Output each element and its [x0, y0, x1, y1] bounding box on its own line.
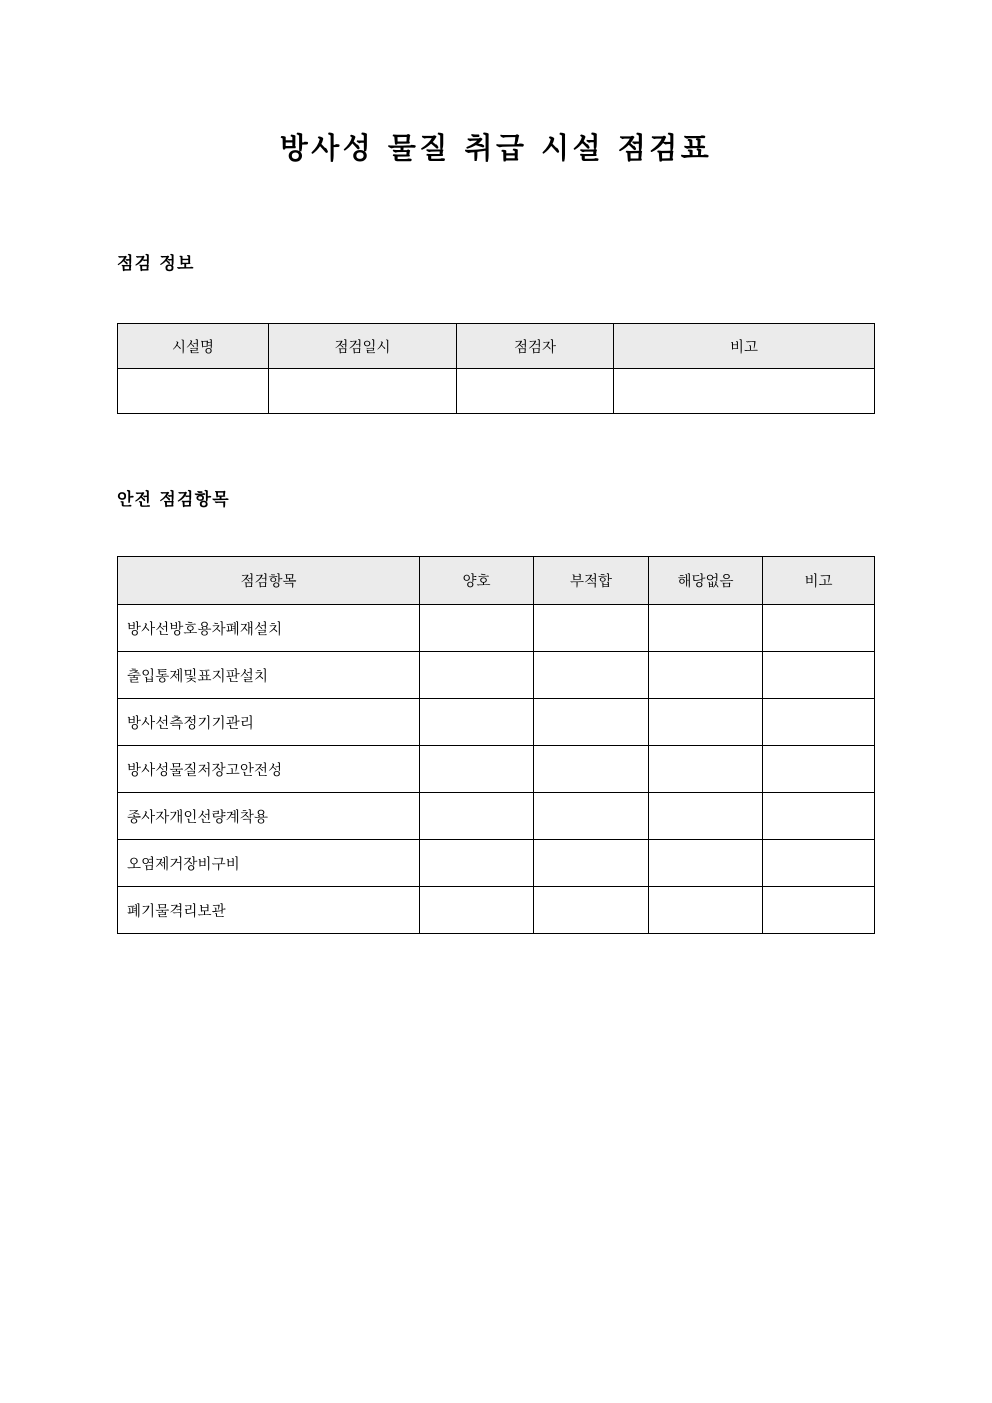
cell-good-checkbox[interactable] — [420, 652, 534, 699]
cell-good-checkbox[interactable] — [420, 793, 534, 840]
column-header-facility-name: 시설명 — [118, 324, 269, 369]
table-row — [118, 699, 875, 746]
column-header-good: 양호 — [420, 557, 534, 605]
cell-nonconforming-checkbox[interactable] — [534, 605, 649, 652]
cell-remarks[interactable] — [763, 652, 875, 699]
cell-remarks[interactable] — [763, 746, 875, 793]
column-header-nonconforming: 부적합 — [534, 557, 649, 605]
cell-inspection-datetime[interactable] — [269, 369, 457, 414]
cell-nonconforming-checkbox[interactable] — [534, 887, 649, 934]
cell-nonconforming-checkbox[interactable] — [534, 840, 649, 887]
section-heading-inspection-info: 점검 정보 — [117, 254, 195, 274]
column-header-inspection-datetime: 점검일시 — [269, 324, 457, 369]
column-header-not-applicable: 해당없음 — [649, 557, 763, 605]
cell-good-checkbox[interactable] — [420, 887, 534, 934]
column-header-check-item: 점검항목 — [118, 557, 420, 605]
cell-remarks[interactable] — [763, 699, 875, 746]
column-header-remarks: 비고 — [763, 557, 875, 605]
cell-check-item: 방사선방호용차폐재설치 — [118, 605, 420, 652]
cell-not-applicable-checkbox[interactable] — [649, 746, 763, 793]
cell-not-applicable-checkbox[interactable] — [649, 605, 763, 652]
cell-nonconforming-checkbox[interactable] — [534, 699, 649, 746]
cell-remarks[interactable] — [763, 793, 875, 840]
cell-check-item: 폐기물격리보관 — [118, 887, 420, 934]
table-row — [118, 605, 875, 652]
cell-nonconforming-checkbox[interactable] — [534, 746, 649, 793]
table-row — [118, 746, 875, 793]
cell-inspector[interactable] — [457, 369, 614, 414]
cell-remarks[interactable] — [763, 887, 875, 934]
table-row — [118, 369, 875, 414]
page-title: 방사성 물질 취급 시설 점검표 — [279, 131, 713, 165]
cell-not-applicable-checkbox[interactable] — [649, 793, 763, 840]
table-header-row — [118, 324, 875, 369]
table-header-row — [118, 557, 875, 605]
table-row — [118, 793, 875, 840]
safety-items-table — [117, 556, 875, 934]
column-header-inspector: 점검자 — [457, 324, 614, 369]
cell-nonconforming-checkbox[interactable] — [534, 652, 649, 699]
cell-not-applicable-checkbox[interactable] — [649, 840, 763, 887]
column-header-remarks: 비고 — [614, 324, 875, 369]
cell-check-item: 방사선측정기기관리 — [118, 699, 420, 746]
cell-not-applicable-checkbox[interactable] — [649, 699, 763, 746]
cell-nonconforming-checkbox[interactable] — [534, 793, 649, 840]
cell-not-applicable-checkbox[interactable] — [649, 887, 763, 934]
cell-good-checkbox[interactable] — [420, 605, 534, 652]
cell-check-item: 오염제거장비구비 — [118, 840, 420, 887]
table-row — [118, 652, 875, 699]
cell-good-checkbox[interactable] — [420, 746, 534, 793]
cell-good-checkbox[interactable] — [420, 840, 534, 887]
cell-check-item: 종사자개인선량계착용 — [118, 793, 420, 840]
cell-remarks[interactable] — [614, 369, 875, 414]
inspection-info-table — [117, 323, 875, 414]
cell-remarks[interactable] — [763, 840, 875, 887]
table-row — [118, 840, 875, 887]
cell-not-applicable-checkbox[interactable] — [649, 652, 763, 699]
section-heading-safety-items: 안전 점검항목 — [117, 490, 230, 510]
cell-check-item: 출입통제및표지판설치 — [118, 652, 420, 699]
cell-facility-name[interactable] — [118, 369, 269, 414]
cell-remarks[interactable] — [763, 605, 875, 652]
table-row — [118, 887, 875, 934]
cell-good-checkbox[interactable] — [420, 699, 534, 746]
cell-check-item: 방사성물질저장고안전성 — [118, 746, 420, 793]
